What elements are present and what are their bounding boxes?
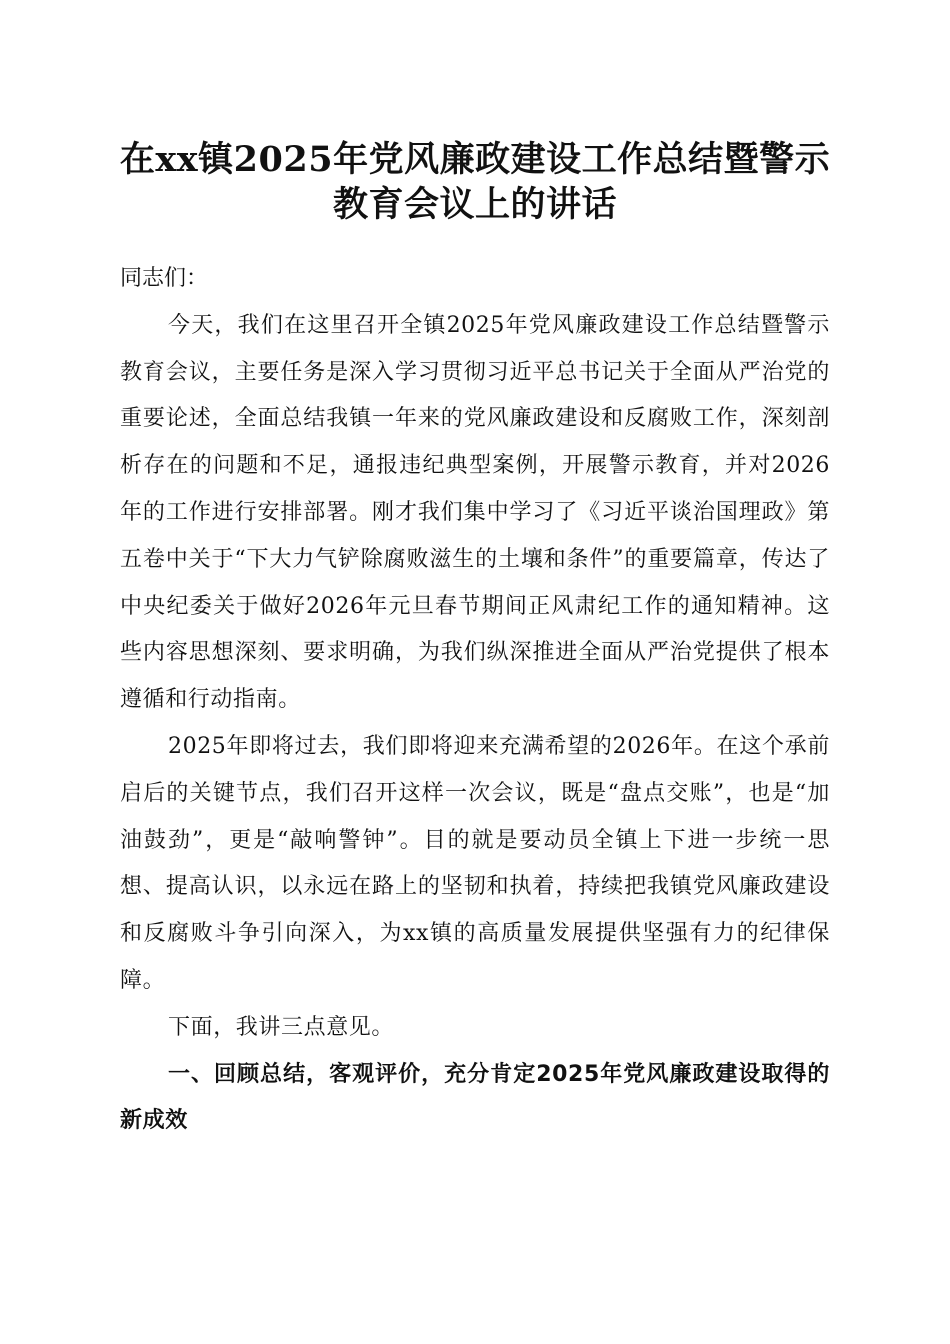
paragraph-2: 2025年即将过去，我们即将迎来充满希望的2026年。在这个承前启后的关键节点，我们召开这样一次会议，既是“盘点交账”，也是“加油鼓劲”，更是“敲响警钟”。目的就是要动员全镇上下进一步统一思想、提高认识，以永远在路上的坚韧和执着，持续把我镇党风廉政建设和反腐败斗争引向深入，为xx镇的高质量发展提供坚强有力的纪律保障。 xyxy=(120,733,830,993)
document-title-line-1: 在xx镇2025年党风廉政建设工作总结暨警示 xyxy=(119,139,831,180)
document-body xyxy=(120,256,830,1145)
document-title-line-2: 教育会议上的讲话 xyxy=(332,184,617,225)
salutation: 同志们： xyxy=(120,266,209,291)
paragraph-1: 今天，我们在这里召开全镇2025年党风廉政建设工作总结暨警示教育会议，主要任务是深入学习贯彻习近平总书记关于全面从严治党的重要论述，全面总结我镇一年来的党风廉政建设和反腐败工作，深刻剖析存在的问题和不足，通报违纪典型案例，开展警示教育，并对2026年的工作进行安排部署。刚才我们集中学习了《习近平谈治国理政》第五卷中关于“下大力气铲除腐败滋生的土壤和条件”的重要篇章，传达了中央纪委关于做好2026年元旦春节期间正风肃纪工作的通知精神。这些内容思想深刻、要求明确，为我们纵深推进全面从严治党提供了根本遵循和行动指南。 xyxy=(120,312,830,713)
section-heading-1: 一、回顾总结，客观评价，充分肯定2025年党风廉政建设取得的新成效 xyxy=(120,1061,830,1134)
paragraph-3: 下面，我讲三点意见。 xyxy=(168,1014,395,1040)
